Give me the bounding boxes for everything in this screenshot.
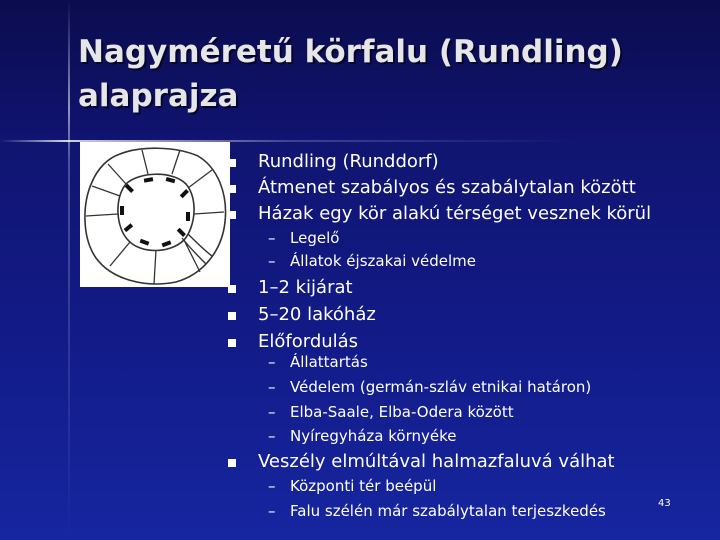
bullet-text: Előfordulás [258, 331, 359, 352]
slide-title: Nagyméretű körfalu (Rundling) alaprajza [78, 34, 623, 114]
square-bullet-icon [228, 211, 236, 219]
dash-marker: – [268, 229, 276, 247]
square-bullet-icon [228, 185, 236, 193]
dash-marker: – [268, 502, 276, 520]
dash-marker: – [268, 427, 276, 445]
sub-bullet-text: Legelő [290, 229, 340, 247]
dash-marker: – [268, 477, 276, 495]
bullet-text: 1–2 kijárat [258, 277, 353, 298]
bullet-text: Rundling (Runddorf) [258, 151, 439, 172]
dash-marker: – [268, 252, 276, 270]
square-bullet-icon [228, 285, 236, 293]
bullet-text: Házak egy kör alakú térséget vesznek körül [258, 203, 652, 224]
sub-bullet-text: Elba-Saale, Elba-Odera között [290, 403, 514, 421]
bullet-text: Átmenet szabályos és szabálytalan között [258, 177, 636, 198]
sub-bullet-text: Központi tér beépül [290, 477, 437, 495]
sub-bullet-text: Állattartás [290, 353, 368, 371]
dash-marker: – [268, 378, 276, 396]
square-bullet-icon [228, 339, 236, 347]
sub-bullet-text: Nyíregyháza környéke [290, 427, 457, 445]
page-number: 43 [658, 498, 671, 509]
square-bullet-icon [228, 159, 236, 167]
bullet-text: 5–20 lakóház [258, 304, 376, 325]
square-bullet-icon [228, 459, 236, 467]
bullet-text: Veszély elmúltával halmazfaluvá válhat [258, 451, 615, 472]
sub-bullet-text: Állatok éjszakai védelme [290, 252, 476, 270]
dash-marker: – [268, 353, 276, 371]
square-bullet-icon [228, 312, 236, 320]
sub-bullet-text: Falu szélén már szabálytalan terjeszkedés [290, 502, 606, 520]
dash-marker: – [268, 403, 276, 421]
sub-bullet-text: Védelem (germán-szláv etnikai határon) [290, 378, 592, 396]
